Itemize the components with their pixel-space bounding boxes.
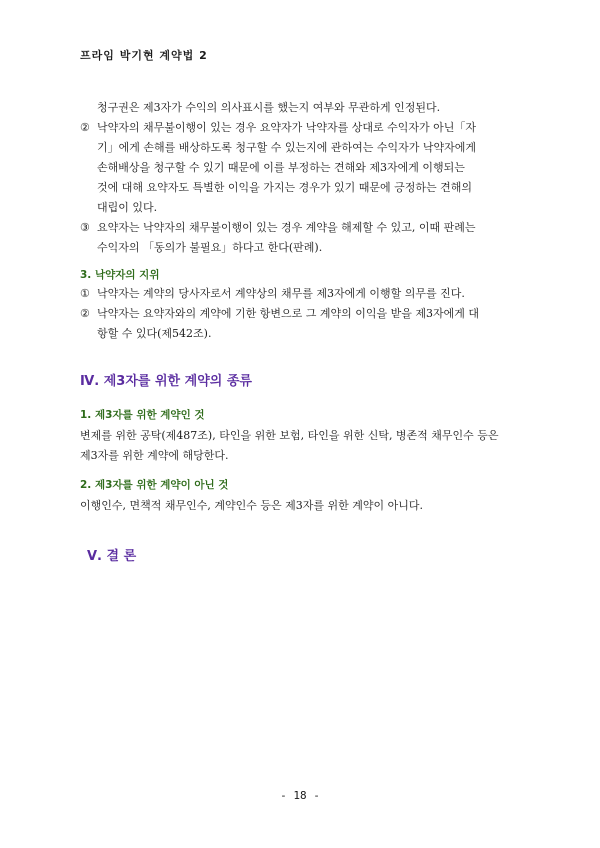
text-line: 낙약자는 계약의 당사자로서 계약상의 채무를 제3자에게 이행할 의무를 진다. xyxy=(97,287,465,300)
item-marker: ① xyxy=(80,287,90,300)
page-header: 프라임 박기현 계약법 2 xyxy=(80,49,208,62)
text-line: 제3자를 위한 계약에 해당한다. xyxy=(80,449,229,462)
item-marker: ③ xyxy=(80,221,90,234)
text-line: 요약자는 낙약자의 채무불이행이 있는 경우 계약을 해제할 수 있고, 이때 판례는 xyxy=(97,221,476,234)
text-line: 수익자의 「동의가 불필요」하다고 한다(판례). xyxy=(97,241,323,254)
item-marker: ② xyxy=(80,307,90,320)
text-line: 낙약자는 요약자와의 계약에 기한 항변으로 그 계약의 이익을 받을 제3자에게 대 xyxy=(97,307,479,320)
text-line: 낙약자의 채무불이행이 있는 경우 요약자가 낙약자를 상대로 수익자가 아닌「자 xyxy=(97,121,477,134)
text-line: 것에 대해 요약자도 특별한 이익을 가지는 경우가 있기 때문에 긍정하는 견해의 xyxy=(97,181,472,194)
text-line: 기」에게 손해를 배상하도록 청구할 수 있는지에 관하여는 수익자가 낙약자에게 xyxy=(97,141,477,154)
page-number: - 18 - xyxy=(280,789,320,802)
chapter-heading: Ⅳ. 제3자를 위한 계약의 종류 xyxy=(80,374,252,389)
chapter-heading: Ⅴ. 결 론 xyxy=(87,549,137,564)
section-heading: 3. 낙약자의 지위 xyxy=(80,269,160,281)
section-heading: 1. 제3자를 위한 계약인 것 xyxy=(80,409,205,421)
text-line: 항할 수 있다(제542조). xyxy=(97,327,212,340)
item-marker: ② xyxy=(80,121,90,134)
text-line: 대립이 있다. xyxy=(97,201,158,214)
text-line: 변제를 위한 공탁(제487조), 타인을 위한 보험, 타인을 위한 신탁, 병존적 채무인수 등은 xyxy=(80,429,499,442)
text-line: 이행인수, 면책적 채무인수, 계약인수 등은 제3자를 위한 계약이 아니다. xyxy=(80,499,423,512)
section-heading: 2. 제3자를 위한 계약이 아닌 것 xyxy=(80,479,229,491)
text-line: 청구권은 제3자가 수익의 의사표시를 했는지 여부와 무관하게 인정된다. xyxy=(97,101,441,114)
text-line: 손해배상을 청구할 수 있기 때문에 이를 부정하는 견해와 제3자에게 이행되는 xyxy=(97,161,465,174)
